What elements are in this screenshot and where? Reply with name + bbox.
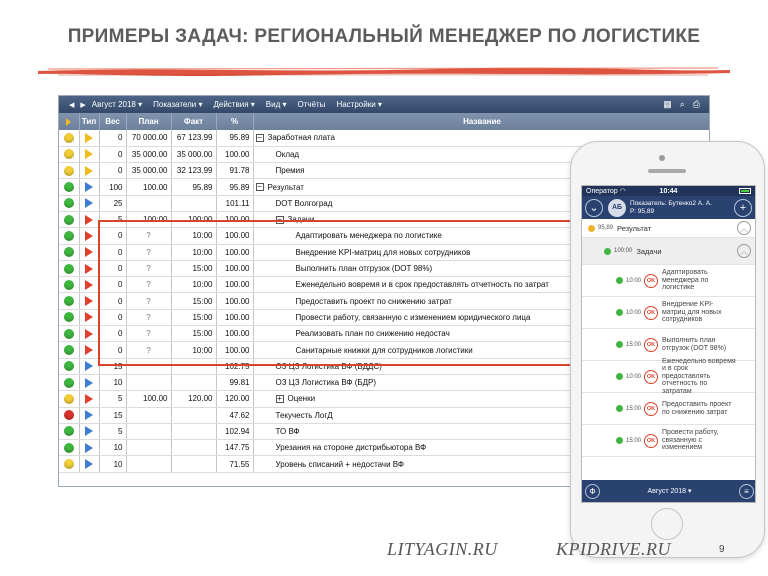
menu-reports[interactable]: Отчёты xyxy=(297,100,326,109)
status-column-header[interactable] xyxy=(59,113,79,130)
prev-period-icon[interactable]: ◀ xyxy=(69,101,75,109)
status-light-icon xyxy=(64,426,74,436)
status-light-icon xyxy=(64,149,74,159)
type-flag-icon xyxy=(85,312,93,322)
percent-cell: 102.94 xyxy=(216,423,253,439)
sheet-toolbar xyxy=(59,96,709,113)
camera-icon xyxy=(659,155,665,161)
status-light-icon xyxy=(64,410,74,420)
status-light-icon xyxy=(64,198,74,208)
fact-cell[interactable]: 10:00 xyxy=(171,277,216,293)
slide-title: ПРИМЕРЫ ЗАДАЧ: РЕГИОНАЛЬНЫЙ МЕНЕДЖЕР ПО ЛОГИСТИКЕ xyxy=(67,26,701,47)
type-flag-icon xyxy=(85,215,93,225)
status-dot xyxy=(616,309,623,316)
status-light-icon xyxy=(64,280,74,290)
plan-cell[interactable]: 35 000.00 xyxy=(126,146,171,162)
plan-cell[interactable]: 35 000.00 xyxy=(126,163,171,179)
status-dot xyxy=(616,373,623,380)
plan-cell[interactable]: ? xyxy=(126,309,171,325)
fact-cell[interactable]: 15:00 xyxy=(171,326,216,342)
indicator-name: Задачи xyxy=(287,215,315,225)
indicator-label: Показатель: Бутенко2 А. А. xyxy=(630,199,712,207)
weight-cell[interactable]: 100 xyxy=(99,179,126,195)
wifi-icon: ◠ xyxy=(619,188,626,195)
fact-cell[interactable] xyxy=(171,407,216,423)
ok-badge[interactable]: OK xyxy=(644,402,658,416)
speaker-grill xyxy=(648,169,686,173)
indicator-name: Оценки xyxy=(287,394,316,404)
indicator-name: Текучесть ЛогД xyxy=(275,410,333,420)
indicator-name: DOT Волгоград xyxy=(275,198,333,208)
weight-cell[interactable]: 15 xyxy=(99,407,126,423)
plan-cell[interactable] xyxy=(126,423,171,439)
mobile-period-selector[interactable]: Август 2018 ▾ xyxy=(647,488,692,495)
indicator-name: Урезания на стороне дистрибьютора ВФ xyxy=(275,443,427,453)
weight-cell[interactable]: 0 xyxy=(99,342,126,358)
column-header-name[interactable]: Название xyxy=(253,113,710,130)
indicator-name: Результат xyxy=(267,182,304,192)
percent-cell: 91.78 xyxy=(216,163,253,179)
mobile-app-header xyxy=(582,196,755,219)
indicator-name: Предоставить проект по снижению затрат xyxy=(295,296,452,306)
status-light-icon xyxy=(64,264,74,274)
status-dot xyxy=(616,277,623,284)
indicator-name: ТО ВФ xyxy=(275,426,300,436)
battery-icon xyxy=(739,188,751,194)
percent-cell: 95.89 xyxy=(216,130,253,146)
mobile-task-row[interactable]: 10:00 OK Адаптировать менеджера по логистике xyxy=(582,265,755,297)
type-flag-icon xyxy=(85,443,93,453)
status-light-icon xyxy=(64,443,74,453)
column-header-fact[interactable]: Факт xyxy=(171,113,216,130)
status-light-icon xyxy=(64,182,74,192)
weight-cell[interactable]: 0 xyxy=(99,146,126,162)
ok-badge[interactable]: OK xyxy=(644,274,658,288)
plan-cell[interactable]: 100.00 xyxy=(126,391,171,407)
mobile-task-row[interactable]: 15:00 OK Выполнить план отгрузок (DOT 98%) xyxy=(582,329,755,361)
type-flag-icon xyxy=(85,394,93,404)
plan-cell[interactable]: ? xyxy=(126,342,171,358)
type-flag-icon xyxy=(85,459,93,469)
type-flag-icon xyxy=(85,280,93,290)
brush-stroke-divider xyxy=(38,64,730,78)
plan-cell[interactable] xyxy=(126,407,171,423)
menu-indicators[interactable]: Показатели ▾ xyxy=(153,100,203,109)
percent-cell: 100.00 xyxy=(216,146,253,162)
weight-cell[interactable]: 10 xyxy=(99,374,126,390)
percent-cell: 99.81 xyxy=(216,374,253,390)
footer-site-left[interactable]: LITYAGIN.RU xyxy=(387,539,498,559)
collapse-icon[interactable]: − xyxy=(257,182,262,192)
indicator-name: Уровень списаний + недостачи ВФ xyxy=(275,459,404,469)
percent-cell: 147.75 xyxy=(216,440,253,456)
mobile-task-row[interactable]: 10:00 OK Внедрение KPI-матриц для новых сотрудников xyxy=(582,297,755,329)
percent-cell: 47.62 xyxy=(216,407,253,423)
status-light-icon xyxy=(64,378,74,388)
fact-cell[interactable]: 95.89 xyxy=(171,179,216,195)
menu-view[interactable]: Вид ▾ xyxy=(265,100,287,109)
column-header-plan[interactable]: План xyxy=(126,113,171,130)
fact-cell[interactable]: 120.00 xyxy=(171,391,216,407)
status-dot xyxy=(604,248,611,255)
weight-cell[interactable]: 0 xyxy=(99,163,126,179)
mobile-task-row[interactable]: 15:00 OK Предоставить проект по снижению затрат xyxy=(582,393,755,425)
fact-cell[interactable] xyxy=(171,423,216,439)
collapse-icon[interactable]: − xyxy=(257,133,262,143)
mobile-bottom-bar xyxy=(582,480,756,502)
fact-cell[interactable]: 15:00 xyxy=(171,293,216,309)
indicator-name: Реализовать план по снижению недостач xyxy=(295,329,450,339)
status-time: 10:44 xyxy=(659,187,678,195)
percent-cell: 120.00 xyxy=(216,391,253,407)
chevron-up-icon[interactable]: ︿ xyxy=(737,221,751,235)
percent-cell: 71.55 xyxy=(216,456,253,472)
type-flag-icon xyxy=(85,329,93,339)
ok-badge[interactable]: OK xyxy=(644,338,658,352)
weight-cell[interactable]: 0 xyxy=(99,130,126,146)
weight-cell[interactable]: 5 xyxy=(99,423,126,439)
page-number: 9 xyxy=(719,544,725,555)
type-flag-icon xyxy=(85,198,93,208)
type-flag-icon xyxy=(85,133,93,143)
percent-cell: 100.00 xyxy=(216,309,253,325)
plan-cell[interactable]: 100:00 xyxy=(126,211,171,227)
status-light-icon xyxy=(64,166,74,176)
indicator-value: Р: 95,89 xyxy=(630,207,655,215)
fact-cell[interactable] xyxy=(171,195,216,211)
plan-cell[interactable] xyxy=(126,440,171,456)
fact-cell[interactable]: 10:00 xyxy=(171,342,216,358)
indicator-name: ОЗ ЦЗ Логистика ВФ (БДДС) xyxy=(275,361,382,371)
type-flag-icon xyxy=(85,149,93,159)
weight-cell[interactable]: 0 xyxy=(99,277,126,293)
percent-cell: 100.00 xyxy=(216,260,253,276)
plan-cell[interactable]: ? xyxy=(126,326,171,342)
status-light-icon xyxy=(64,394,74,404)
fact-cell[interactable]: 100:00 xyxy=(171,211,216,227)
fact-cell[interactable] xyxy=(171,374,216,390)
status-light-icon xyxy=(64,133,74,143)
status-light-icon xyxy=(64,296,74,306)
status-light-icon xyxy=(64,361,74,371)
status-bar xyxy=(582,186,755,196)
status-light-icon xyxy=(64,231,74,241)
percent-cell: 100.00 xyxy=(216,244,253,260)
weight-cell[interactable]: 5 xyxy=(99,211,126,227)
fact-cell[interactable]: 15:00 xyxy=(171,260,216,276)
mobile-task-row[interactable]: 15:00 OK Провести работу, связанную с изменением xyxy=(582,425,755,457)
indicator-name: Оклад xyxy=(275,149,300,159)
ok-badge[interactable]: OK xyxy=(644,434,658,448)
indicator-name: Выполнить план отгрузок (DOT 98%) xyxy=(295,264,433,274)
status-dot xyxy=(616,341,623,348)
chevron-up-icon[interactable]: ︿ xyxy=(737,244,751,258)
fact-cell[interactable]: 10:00 xyxy=(171,228,216,244)
plan-cell[interactable] xyxy=(126,195,171,211)
collapse-icon[interactable]: − xyxy=(277,215,282,225)
type-flag-icon xyxy=(85,264,93,274)
footer-site-right[interactable]: KPIDRIVE.RU xyxy=(556,539,671,559)
mobile-result-row[interactable]: 95,89 Результат ︿ xyxy=(582,219,755,238)
fact-cell[interactable]: 10:00 xyxy=(171,244,216,260)
status-light-icon xyxy=(64,329,74,339)
percent-cell: 100.00 xyxy=(216,326,253,342)
fact-cell[interactable]: 35 000.00 xyxy=(171,146,216,162)
type-flag-icon xyxy=(85,166,93,176)
next-period-icon[interactable]: ▶ xyxy=(80,101,86,109)
weight-cell[interactable]: 0 xyxy=(99,228,126,244)
status-dot xyxy=(616,405,623,412)
weight-cell[interactable]: 0 xyxy=(99,244,126,260)
type-flag-icon xyxy=(85,247,93,257)
weight-cell[interactable]: 0 xyxy=(99,326,126,342)
type-flag-icon xyxy=(85,361,93,371)
weight-cell[interactable]: 0 xyxy=(99,309,126,325)
status-dot xyxy=(588,225,595,232)
fact-cell[interactable] xyxy=(171,456,216,472)
plan-cell[interactable]: 100.00 xyxy=(126,179,171,195)
indicator-name: Провести работу, связанную с изменением юридического лица xyxy=(295,312,531,322)
chevron-down-icon[interactable]: ⌄ xyxy=(585,199,603,217)
percent-cell: 101.11 xyxy=(216,195,253,211)
status-light-icon xyxy=(64,312,74,322)
weight-cell[interactable]: 5 xyxy=(99,391,126,407)
add-icon[interactable]: + xyxy=(734,199,752,217)
indicator-name: Внедрение KPI-матриц для новых сотрудников xyxy=(295,247,471,257)
mobile-task-row[interactable]: 10:00 OK Еженедельно вовремя и в срок предоставлять отчетность по затратам xyxy=(582,361,755,393)
type-flag-icon xyxy=(85,182,93,192)
percent-cell: 100.00 xyxy=(216,342,253,358)
type-flag-icon xyxy=(85,410,93,420)
fact-cell[interactable] xyxy=(171,440,216,456)
fact-cell[interactable]: 15:00 xyxy=(171,309,216,325)
menu-settings[interactable]: Настройки ▾ xyxy=(336,100,382,109)
menu-actions[interactable]: Действия ▾ xyxy=(213,100,255,109)
fact-cell[interactable]: 32 123.99 xyxy=(171,163,216,179)
status-light-icon xyxy=(64,459,74,469)
carrier-name: Оператор xyxy=(586,188,618,195)
period-selector[interactable]: Август 2018 ▾ xyxy=(91,100,143,109)
traffic-light-icon xyxy=(66,118,71,126)
percent-cell: 102.75 xyxy=(216,358,253,374)
weight-cell[interactable]: 15 xyxy=(99,358,126,374)
column-header-weight[interactable]: Вес xyxy=(99,113,126,130)
plan-cell[interactable]: 70 000.00 xyxy=(126,130,171,146)
status-light-icon xyxy=(64,345,74,355)
plan-cell[interactable]: ? xyxy=(126,228,171,244)
column-header-percent[interactable]: % xyxy=(216,113,253,130)
weight-cell[interactable]: 10 xyxy=(99,456,126,472)
menu-icon[interactable]: ≡ xyxy=(739,484,754,499)
mobile-indicator-list xyxy=(582,219,755,457)
grid-icon[interactable]: ▦ xyxy=(663,99,672,109)
percent-cell: 100.00 xyxy=(216,293,253,309)
weight-cell[interactable]: 0 xyxy=(99,260,126,276)
plan-cell[interactable] xyxy=(126,374,171,390)
home-button[interactable] xyxy=(651,508,683,540)
mobile-app-screen xyxy=(581,185,756,503)
weight-cell[interactable]: 10 xyxy=(99,440,126,456)
avatar[interactable]: АБ xyxy=(608,199,626,217)
plan-cell[interactable]: ? xyxy=(126,260,171,276)
plan-cell[interactable]: ? xyxy=(126,244,171,260)
plan-cell[interactable] xyxy=(126,456,171,472)
percent-cell: 100.00 xyxy=(216,211,253,227)
weight-cell[interactable]: 0 xyxy=(99,293,126,309)
percent-cell: 100.00 xyxy=(216,277,253,293)
type-flag-icon xyxy=(85,345,93,355)
status-light-icon xyxy=(64,215,74,225)
status-dot xyxy=(616,437,623,444)
indicator-name: Санитарные книжки для сотрудников логистики xyxy=(295,345,473,355)
indicator-name: Адаптировать менеджера по логистике xyxy=(295,231,442,241)
plan-cell[interactable] xyxy=(126,358,171,374)
fact-cell[interactable]: 67 123.99 xyxy=(171,130,216,146)
percent-cell: 100.00 xyxy=(216,228,253,244)
indicator-name: Премия xyxy=(275,166,305,176)
indicator-name: Еженедельно вовремя и в срок предоставлять отчетность по затрат xyxy=(295,280,549,290)
status-light-icon xyxy=(64,247,74,257)
print-icon[interactable]: ⎙ xyxy=(692,99,700,109)
plan-cell[interactable]: ? xyxy=(126,277,171,293)
ok-badge[interactable]: OK xyxy=(644,306,658,320)
type-flag-icon xyxy=(85,378,93,388)
phone-mockup xyxy=(570,141,765,558)
plan-cell[interactable]: ? xyxy=(126,293,171,309)
fact-cell[interactable] xyxy=(171,358,216,374)
indicator-name: ОЗ ЦЗ Логистика ВФ (БДР) xyxy=(275,378,377,388)
type-flag-icon xyxy=(85,296,93,306)
indicator-name: Заработная плата xyxy=(267,133,335,143)
expand-icon[interactable]: + xyxy=(277,394,282,404)
search-icon[interactable]: ⌕ xyxy=(679,99,685,109)
type-flag-icon xyxy=(85,231,93,241)
mobile-tasks-group-row[interactable]: 100:00 Задачи ︿ xyxy=(582,238,755,265)
column-header-type[interactable]: Тип xyxy=(79,113,99,130)
weight-cell[interactable]: 25 xyxy=(99,195,126,211)
percent-cell: 95.89 xyxy=(216,179,253,195)
ok-badge[interactable]: OK xyxy=(644,370,658,384)
filter-icon[interactable]: Ф xyxy=(585,484,600,499)
type-flag-icon xyxy=(85,426,93,436)
